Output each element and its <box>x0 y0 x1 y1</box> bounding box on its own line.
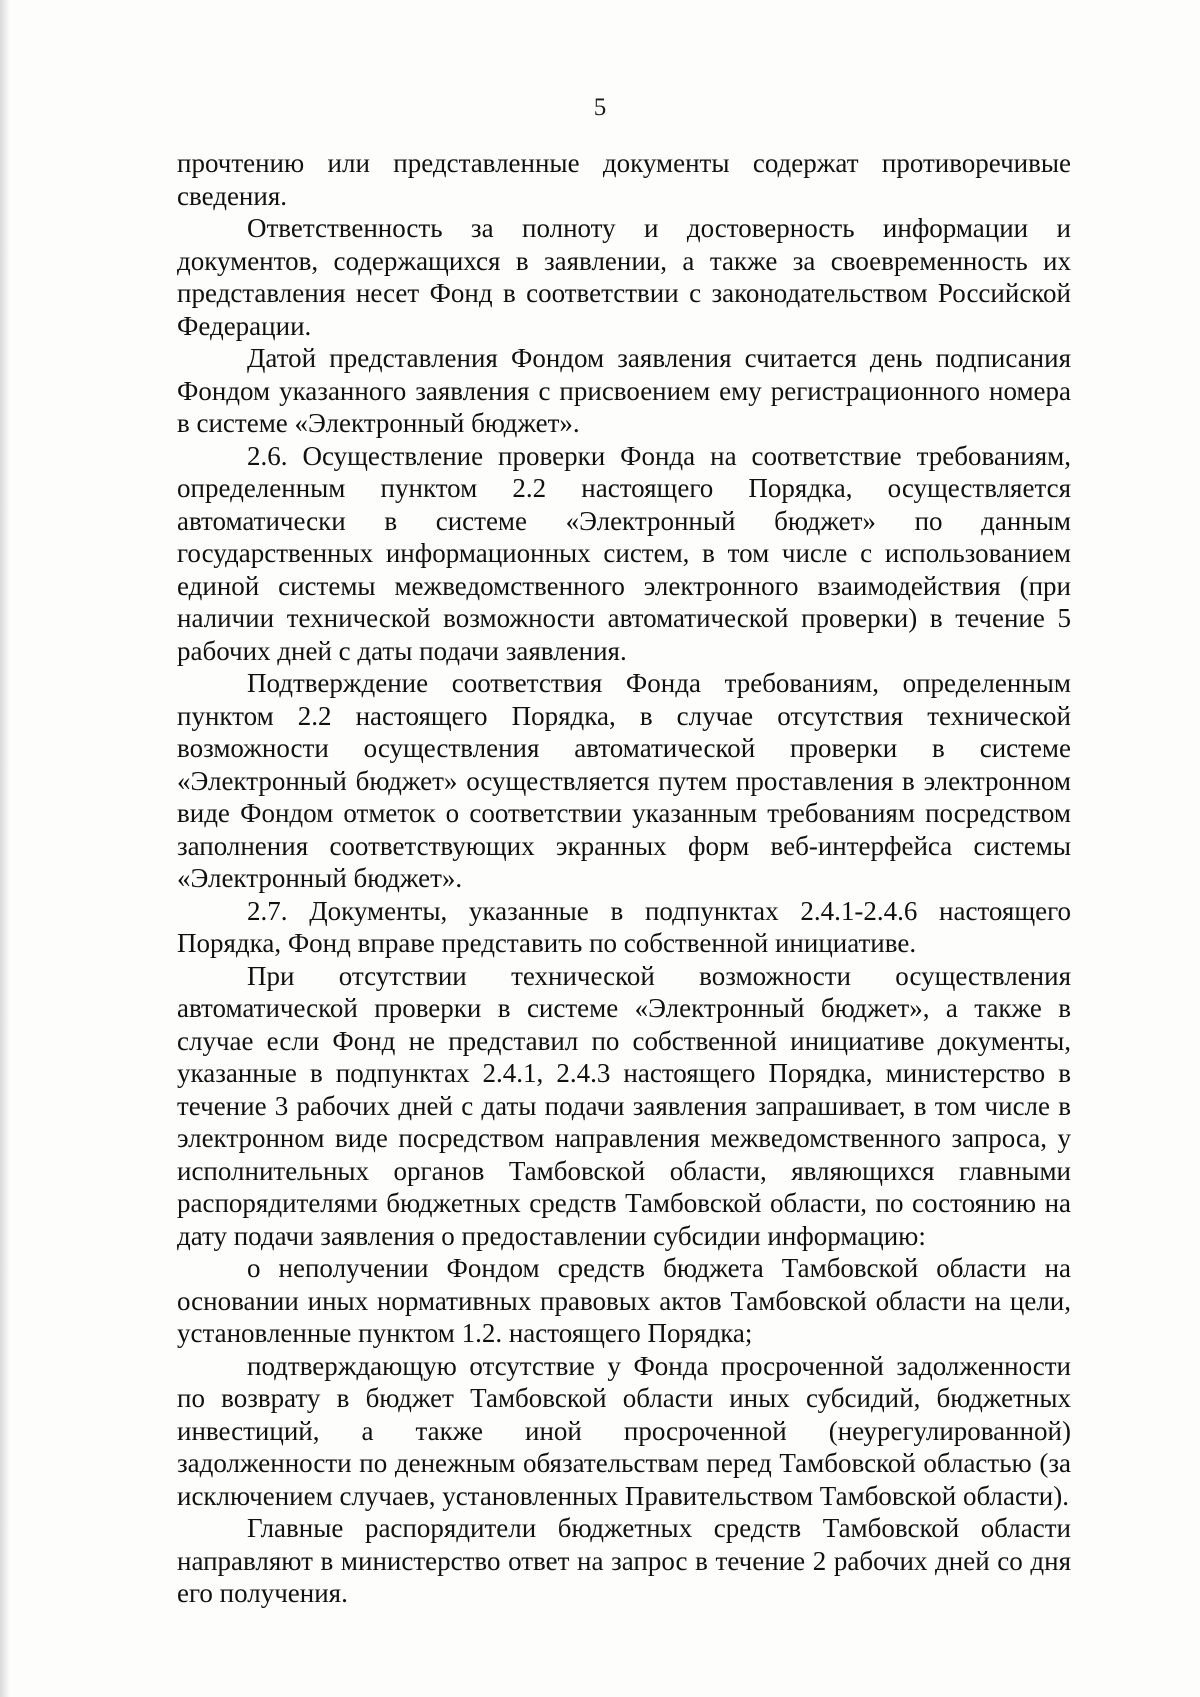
scan-edge <box>0 0 10 1697</box>
document-body <box>177 147 1071 1610</box>
paragraph-no-debt: подтверждающую отсутствие у Фонда просроченной задолженности по возврату в бюджет Тамбовской области иных субсидий, бюджетных инвестиций, а также иной просроченной (неурегулированной) задолженности по денежным обязательствам перед Тамбовской областью (за исключением случаев, установленных Правительством Тамбовской области). <box>177 1350 1071 1511</box>
paragraph-ministry-request: При отсутствии технической возможности осуществления автоматической проверки в системе «Электронный бюджет», а также в случае если Фонд не представил по собственной инициативе документы, указанные в подпунктах 2.4.1, 2.4.3 настоящего Порядка, министерство в течение 3 рабочих дней с даты подачи заявления запрашивает, в том числе в электронном виде посредством направления межведомственного запроса, у исполнительных органов Тамбовской области, являющихся главными распорядителями бюджетных средств Тамбовской области, по состоянию на дату подачи заявления о предоставлении субсидии информацию: <box>177 960 1071 1251</box>
paragraph-confirmation: Подтверждение соответствия Фонда требованиям, определенным пунктом 2.2 настоящего Порядка, в случае отсутствия технической возможности осуществления автоматической проверки в системе «Электронный бюджет» осуществляется путем проставления в электронном виде Фондом отметок о соответствии указанным требованиям посредством заполнения соответствующих экранных форм веб-интерфейса системы «Электронный бюджет». <box>177 668 1071 893</box>
paragraph-responsibility: Ответственность за полноту и достоверность информации и документов, содержащихся в заявлении, а также за своевременность их представления несет Фонд в соответствии с законодательством Российской Федерации. <box>177 213 1071 341</box>
paragraph-response: Главные распорядители бюджетных средств Тамбовской области направляют в министерство ответ на запрос в течение 2 рабочих дней со дня его получения. <box>177 1513 1071 1608</box>
paragraph-non-receipt: о неполучении Фондом средств бюджета Тамбовской области на основании иных нормативных правовых актов Тамбовской области на цели, установленные пунктом 1.2. настоящего Порядка; <box>177 1253 1071 1348</box>
page-number: 5 <box>593 94 607 121</box>
paragraph-2-7: 2.7. Документы, указанные в подпунктах 2.4.1-2.4.6 настоящего Порядка, Фонд вправе представить по собственной инициативе. <box>177 895 1071 958</box>
paragraph-submission-date: Датой представления Фондом заявления считается день подписания Фондом указанного заявления с присвоением ему регистрационного номера в системе «Электронный бюджет». <box>177 343 1071 438</box>
paragraph-continuation: прочтению или представленные документы содержат противоречивые сведения. <box>177 148 1071 211</box>
paragraph-2-6: 2.6. Осуществление проверки Фонда на соответствие требованиям, определенным пунктом 2.2 настоящего Порядка, осуществляется автоматически в системе «Электронный бюджет» по данным государственных информационных систем, в том числе с использованием единой системы межведомственного электронного взаимодействия (при наличии технической возможности автоматической проверки) в течение 5 рабочих дней с даты подачи заявления. <box>177 440 1071 666</box>
